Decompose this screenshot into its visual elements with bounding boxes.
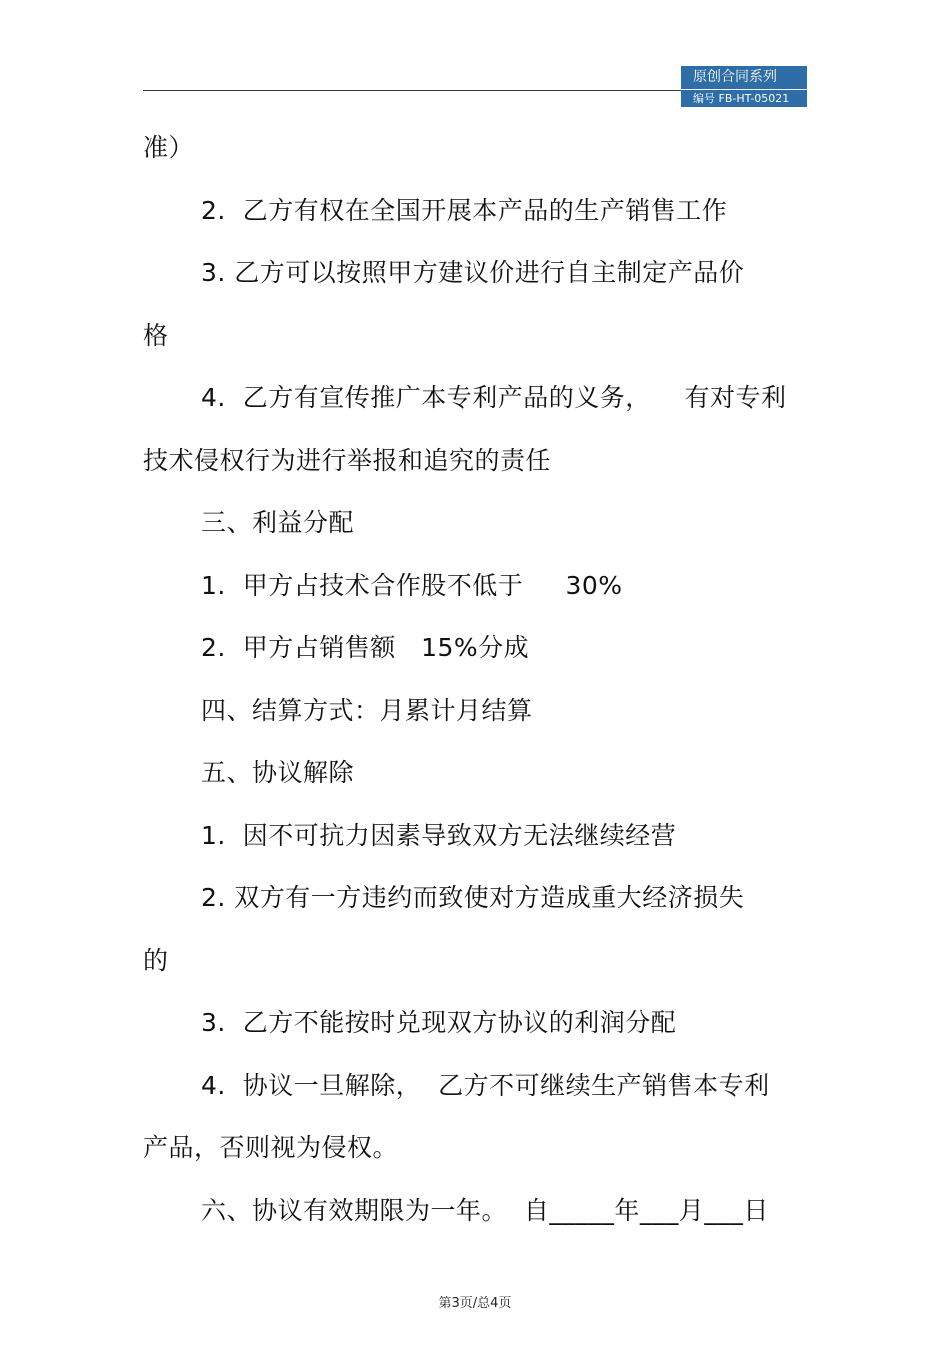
body-line: 技术侵权行为进行举报和追究的责任 bbox=[143, 446, 552, 475]
section-heading: 三、利益分配 bbox=[201, 508, 355, 537]
body-line: 1. 因不可抗力因素导致双方无法继续经营 bbox=[201, 821, 677, 850]
body-line: 3. 乙方可以按照甲方建议价进行自主制定产品价 bbox=[201, 258, 745, 287]
series-label: 原创合同系列 bbox=[681, 66, 807, 89]
body-line: 4. 协议一旦解除， 乙方不可继续生产销售本专利 bbox=[201, 1071, 770, 1100]
page-indicator: 第3页/总4页 bbox=[438, 1296, 512, 1311]
body-line: 2. 双方有一方违约而致使对方造成重大经济损失 bbox=[201, 883, 745, 912]
section-heading: 四、结算方式：月累计月结算 bbox=[201, 696, 533, 725]
body-line: 2. 乙方有权在全国开展本产品的生产销售工作 bbox=[201, 196, 728, 225]
body-line: 4. 乙方有宣传推广本专利产品的义务， 有对专利 bbox=[201, 383, 787, 412]
body-line: 准） bbox=[143, 133, 195, 162]
body-line: 1. 甲方占技术合作股不低于 30% bbox=[201, 571, 623, 600]
section-heading: 六、协议有效期限为一年。 自_____年___月___日 bbox=[201, 1196, 769, 1225]
body-line: 格 bbox=[143, 321, 169, 350]
section-heading: 五、协议解除 bbox=[201, 758, 355, 787]
body-line: 产品，否则视为侵权。 bbox=[143, 1133, 399, 1162]
body-line: 2. 甲方占销售额 15%分成 bbox=[201, 633, 530, 662]
document-code: 编号 FB-HT-05021 bbox=[681, 90, 807, 107]
body-line: 的 bbox=[143, 946, 169, 975]
body-line: 3. 乙方不能按时兑现双方协议的利润分配 bbox=[201, 1008, 677, 1037]
